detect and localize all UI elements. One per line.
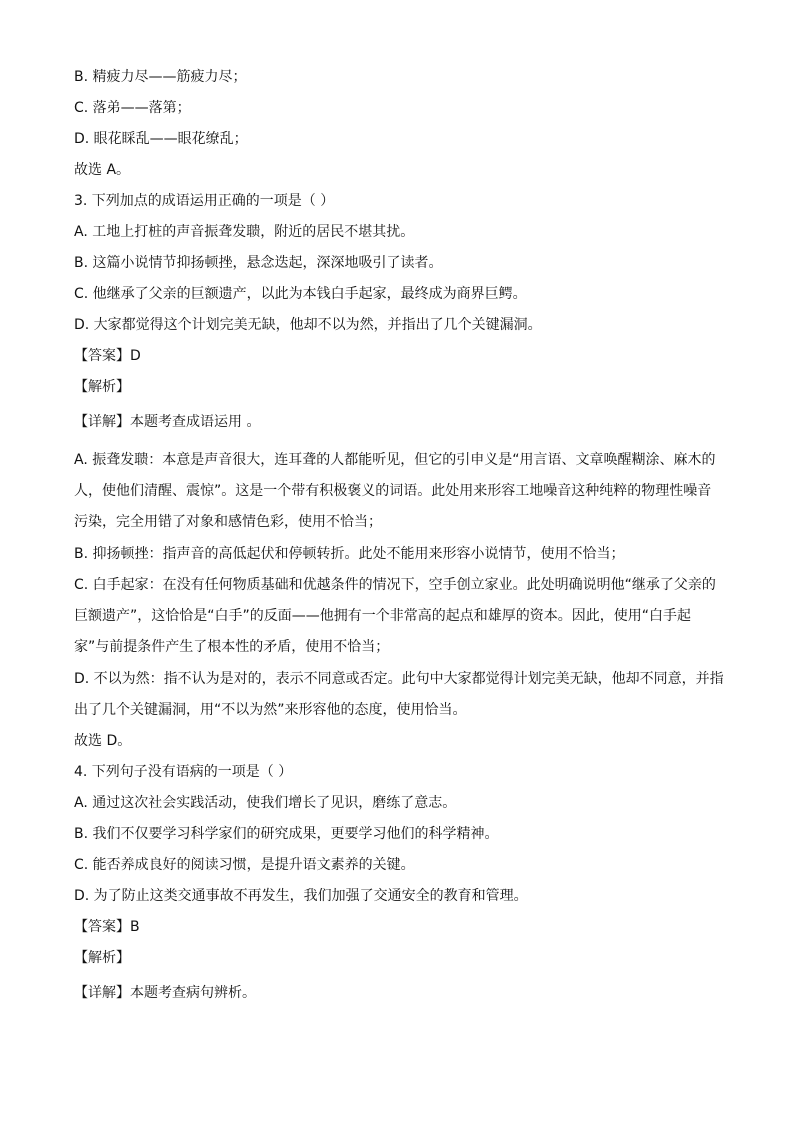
analysis-3-label: 【解析】 <box>74 379 130 395</box>
detail-4-label: 【详解】本题考查病句辨析。 <box>74 985 256 1001</box>
detail-3-label: 【详解】本题考查成语运用 。 <box>74 414 261 430</box>
option-d-text: D. 眼花睬乱——眼花缭乱； <box>74 131 248 147</box>
question-3-option-a: A. 工地上打桩的声音振聋发聩，附近的居民不堪其扰。 <box>74 224 415 240</box>
question-4-option-a: A. 通过这次社会实践活动，使我们增长了见识，磨练了意志。 <box>74 795 457 811</box>
question-3-option-d: D. 大家都觉得这个计划完美无缺，他却不以为然，并指出了几个关键漏洞。 <box>74 317 542 333</box>
option-b-text: B. 精疲力尽——筋疲力尽； <box>74 69 247 85</box>
explanation-d: D. 不以为然：指不认为是对的，表示不同意或否定。此句中大家都觉得计划完美无缺，他却不同意，并指出了几个关键漏洞，用“不以为然”来形容他的态度，使用恰当。 <box>74 671 724 718</box>
explanation-b: B. 抑扬顿挫：指声音的高低起伏和停顿转折。此处不能用来形容小说情节，使用不恰当； <box>74 546 625 562</box>
question-3-option-b: B. 这篇小说情节抑扬顿挫，悬念迭起，深深地吸引了读者。 <box>74 255 443 271</box>
question-4-option-b: B. 我们不仅要学习科学家们的研究成果，更要学习他们的科学精神。 <box>74 826 499 842</box>
question-4-stem: 4. 下列句子没有语病的一项是（ ） <box>74 764 293 780</box>
explanation-c: C. 白手起家：在没有任何物质基础和优越条件的情况下，空手创立家业。此处明确说明他“继承了父亲的巨额遗产”，这恰恰是“白手”的反面——他拥有一个非常高的起点和雄厚的资本。因此，使用“白手起家”与前提条件产生了根本性的矛盾，使用不恰当； <box>74 577 716 655</box>
analysis-4-label: 【解析】 <box>74 950 130 966</box>
answer-4-label: 【答案】B <box>74 919 140 935</box>
option-c-text: C. 落弟——落第； <box>74 100 191 116</box>
choose-a-text: 故选 A。 <box>74 162 131 178</box>
question-4-option-d: D. 为了防止这类交通事故不再发生，我们加强了交通安全的教育和管理。 <box>74 888 528 904</box>
question-3-option-c: C. 他继承了父亲的巨额遗产，以此为本钱白手起家，最终成为商界巨鳄。 <box>74 286 527 302</box>
question-4-option-c: C. 能否养成良好的阅读习惯，是提升语文素养的关键。 <box>74 857 415 873</box>
explanation-a: A. 振聋发聩：本意是声音很大，连耳聋的人都能听见，但它的引申义是“用言语、文章唤醒糊涂、麻木的人，使他们清醒、震惊”。这是一个带有积极褒义的词语。此处用来形容工地噪音这种纯粹的物理性噪音污染，完全用错了对象和感情色彩，使用不恰当； <box>74 452 716 530</box>
answer-3-label: 【答案】D <box>74 348 141 364</box>
choose-d-text: 故选 D。 <box>74 733 132 749</box>
question-3-stem: 3. 下列加点的成语运用正确的一项是（ ） <box>74 193 335 209</box>
